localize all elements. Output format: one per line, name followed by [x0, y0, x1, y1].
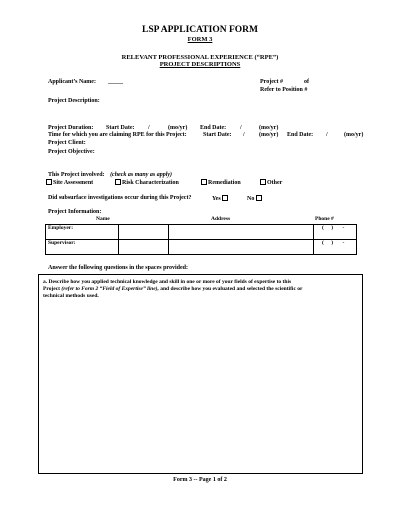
supervisor-phone-cell[interactable]: ( ) -: [314, 240, 357, 255]
row-label-supervisor: Supervisor:: [46, 240, 119, 255]
table-row: [46, 240, 357, 255]
column-header-name: Name: [96, 216, 110, 222]
checkbox-icon[interactable]: [115, 179, 121, 185]
moyr-label: (mo/yr): [168, 125, 188, 131]
project-objective-label: Project Objective:: [48, 149, 95, 155]
employer-address-cell[interactable]: [169, 225, 314, 240]
date-slash: /: [240, 125, 242, 131]
project-information-label: Project Information:: [48, 209, 102, 215]
supervisor-name-cell[interactable]: [119, 240, 169, 255]
checkbox-other[interactable]: Other: [260, 179, 282, 186]
applicant-name-label: Applicant’s Name:: [48, 79, 96, 85]
project-description-label: Project Description:: [48, 98, 100, 104]
date-slash: /: [243, 132, 245, 138]
project-of-label: of: [304, 79, 309, 85]
start-date-label: Start Date:: [106, 125, 135, 131]
duration-label: Project Duration:: [48, 125, 94, 131]
project-number-label: Project #: [260, 79, 284, 85]
end-date-label: End Date:: [200, 125, 227, 131]
checkbox-icon[interactable]: [46, 179, 52, 185]
checkbox-icon[interactable]: [256, 195, 262, 201]
refer-position-label: Refer to Position #: [260, 87, 308, 93]
table-row: [46, 225, 357, 240]
page-footer: Form 3 -- Page 1 of 2: [173, 477, 227, 483]
subsurface-no[interactable]: No: [247, 195, 263, 202]
subsurface-yes[interactable]: Yes: [212, 195, 229, 202]
claim-start-date-label: Start Date:: [203, 132, 232, 138]
moyr-label: (mo/yr): [344, 132, 364, 138]
row-label-employer: Employer:: [46, 225, 119, 240]
supervisor-address-cell[interactable]: [169, 240, 314, 255]
claim-end-date-label: End Date:: [287, 132, 314, 138]
involved-hint: (check as many as apply): [110, 172, 173, 178]
form-number: FORM 3: [187, 36, 213, 43]
column-header-address: Address: [211, 216, 231, 222]
checkbox-icon[interactable]: [222, 195, 228, 201]
checkbox-remediation[interactable]: Remediation: [201, 179, 241, 186]
employer-phone-cell[interactable]: ( ) -: [314, 225, 357, 240]
column-header-phone: Phone #: [315, 216, 334, 222]
applicant-name-blank[interactable]: _____: [108, 79, 123, 85]
questions-intro: Answer the following questions in the spaces provided:: [48, 265, 188, 271]
question-a-line3: technical methods used.: [43, 293, 99, 299]
employer-name-cell[interactable]: [119, 225, 169, 240]
date-slash: /: [148, 125, 150, 131]
moyr-label: (mo/yr): [259, 125, 279, 131]
checkbox-site-assessment[interactable]: Site Assessment: [46, 179, 93, 186]
checkbox-risk-characterization[interactable]: Risk Characterization: [115, 179, 179, 186]
section-heading: PROJECT DESCRIPTIONS: [159, 61, 241, 68]
subsurface-question: Did subsurface investigations occur during this Project?: [48, 195, 192, 201]
checkbox-icon[interactable]: [260, 179, 266, 185]
project-information-table: [45, 224, 357, 255]
moyr-label: (mo/yr): [259, 132, 279, 138]
checkbox-icon[interactable]: [201, 179, 207, 185]
time-claim-label: Time for which you are claiming RPE for this Project:: [48, 132, 187, 138]
question-a-line1: a. Describe how you applied technical knowledge and skill in one or more of your fields of expertise to this: [43, 279, 292, 285]
form-title: LSP APPLICATION FORM: [142, 25, 258, 35]
answer-box-a[interactable]: [38, 274, 363, 474]
date-slash: /: [326, 132, 328, 138]
project-client-label: Project Client:: [48, 140, 86, 146]
section-subtitle: RELEVANT PROFESSIONAL EXPERIENCE (“RPE”): [121, 54, 279, 61]
question-a-line2: Project (refer to Form 2 “Field of Expertise” line), and describe how you evaluated and selected the scientific or: [43, 286, 303, 292]
involved-label: This Project involved: (check as many as apply): [48, 172, 173, 178]
